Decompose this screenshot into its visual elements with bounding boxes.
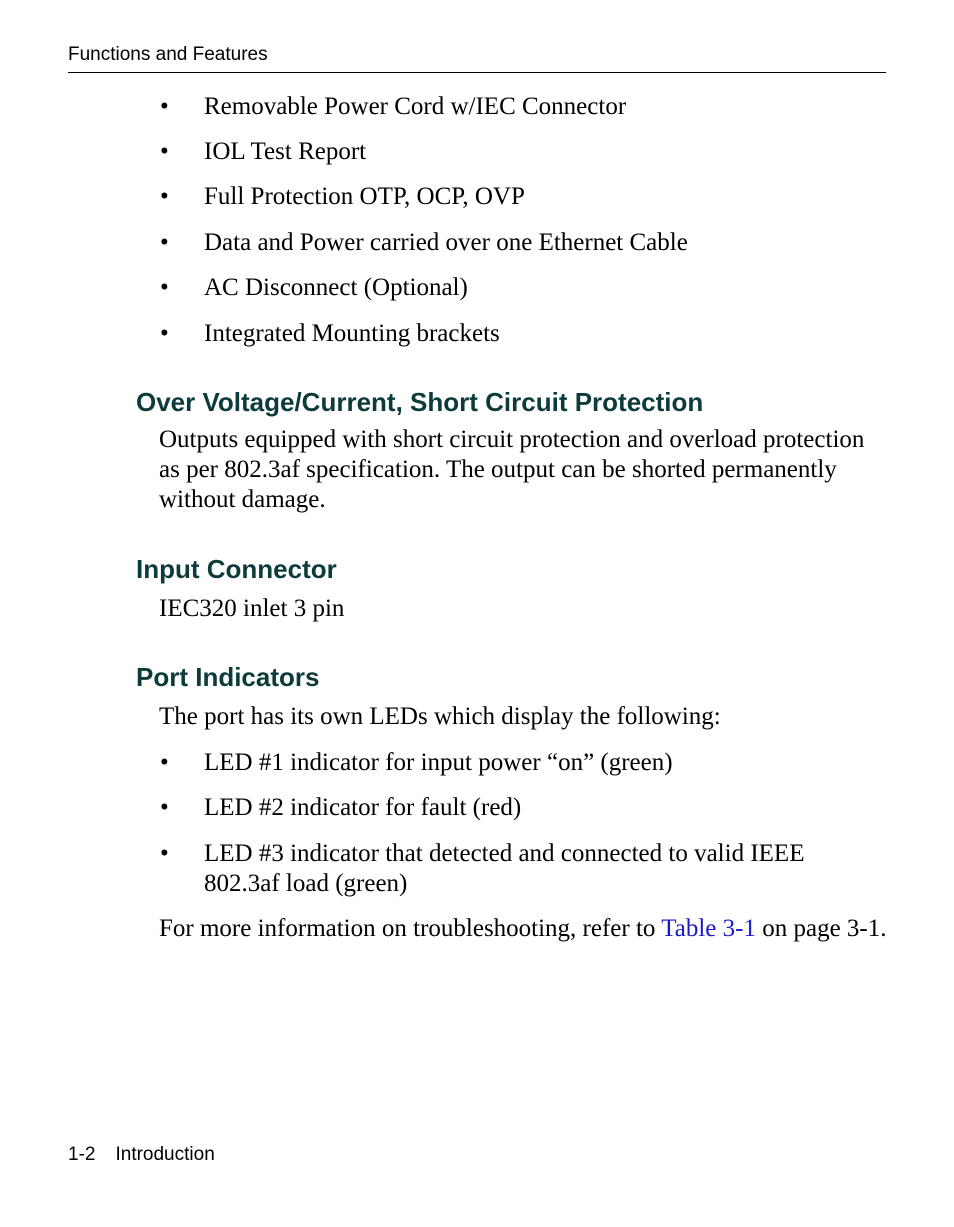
led-bullet-text: LED #3 indicator that detected and connected to valid IEEE 802.3af load (green) <box>204 840 805 897</box>
feature-bullet-text: Integrated Mounting brackets <box>204 320 500 347</box>
feature-bullet-text: IOL Test Report <box>204 138 367 165</box>
bullet-icon: • <box>160 274 169 301</box>
bullet-icon: • <box>160 840 169 867</box>
feature-bullet-text: Removable Power Cord w/IEC Connector <box>204 93 627 120</box>
more-info-prefix: For more information on troubleshooting, refer to <box>159 915 662 942</box>
running-header: Functions and Features <box>68 44 268 65</box>
feature-bullet-item <box>160 228 880 258</box>
led-bullet-item <box>160 748 880 778</box>
more-info-paragraph <box>159 914 889 944</box>
led-bullet-item <box>160 839 880 899</box>
led-bullet-text: LED #2 indicator for fault (red) <box>204 794 522 821</box>
feature-bullet-item <box>160 319 880 349</box>
feature-bullet-item <box>160 137 880 167</box>
led-bullet-text: LED #1 indicator for input power “on” (green) <box>204 749 673 776</box>
section-heading-port-indicators: Port Indicators <box>136 662 320 692</box>
feature-bullet-item <box>160 182 880 212</box>
feature-bullet-item <box>160 273 880 303</box>
bullet-icon: • <box>160 183 169 210</box>
footer-section: Introduction <box>115 1144 215 1165</box>
header-rule <box>68 72 886 73</box>
feature-bullet-text: Data and Power carried over one Ethernet Cable <box>204 229 688 256</box>
feature-bullet-text: Full Protection OTP, OCP, OVP <box>204 183 525 210</box>
bullet-icon: • <box>160 93 169 120</box>
port-indicators-intro: The port has its own LEDs which display the following: <box>159 703 721 730</box>
more-info-suffix: on page 3-1. <box>755 915 887 942</box>
feature-bullet-text: AC Disconnect (Optional) <box>204 274 468 301</box>
bullet-icon: • <box>160 229 169 256</box>
page-number: 1-2 <box>68 1144 96 1165</box>
led-bullet-item <box>160 793 880 823</box>
page-footer <box>68 1143 215 1167</box>
protection-body: Outputs equipped with short circuit protection and overload protection as per 802.3af specification. The output can be shorted permanently without damage. <box>159 426 865 513</box>
bullet-icon: • <box>160 320 169 347</box>
input-connector-body: IEC320 inlet 3 pin <box>159 595 345 622</box>
table-3-1-link[interactable]: Table 3-1 <box>661 915 756 942</box>
section-heading-protection: Over Voltage/Current, Short Circuit Protection <box>136 387 704 417</box>
section-heading-input-connector: Input Connector <box>136 554 337 584</box>
bullet-icon: • <box>160 138 169 165</box>
bullet-icon: • <box>160 794 169 821</box>
bullet-icon: • <box>160 749 169 776</box>
feature-bullet-item <box>160 92 880 122</box>
